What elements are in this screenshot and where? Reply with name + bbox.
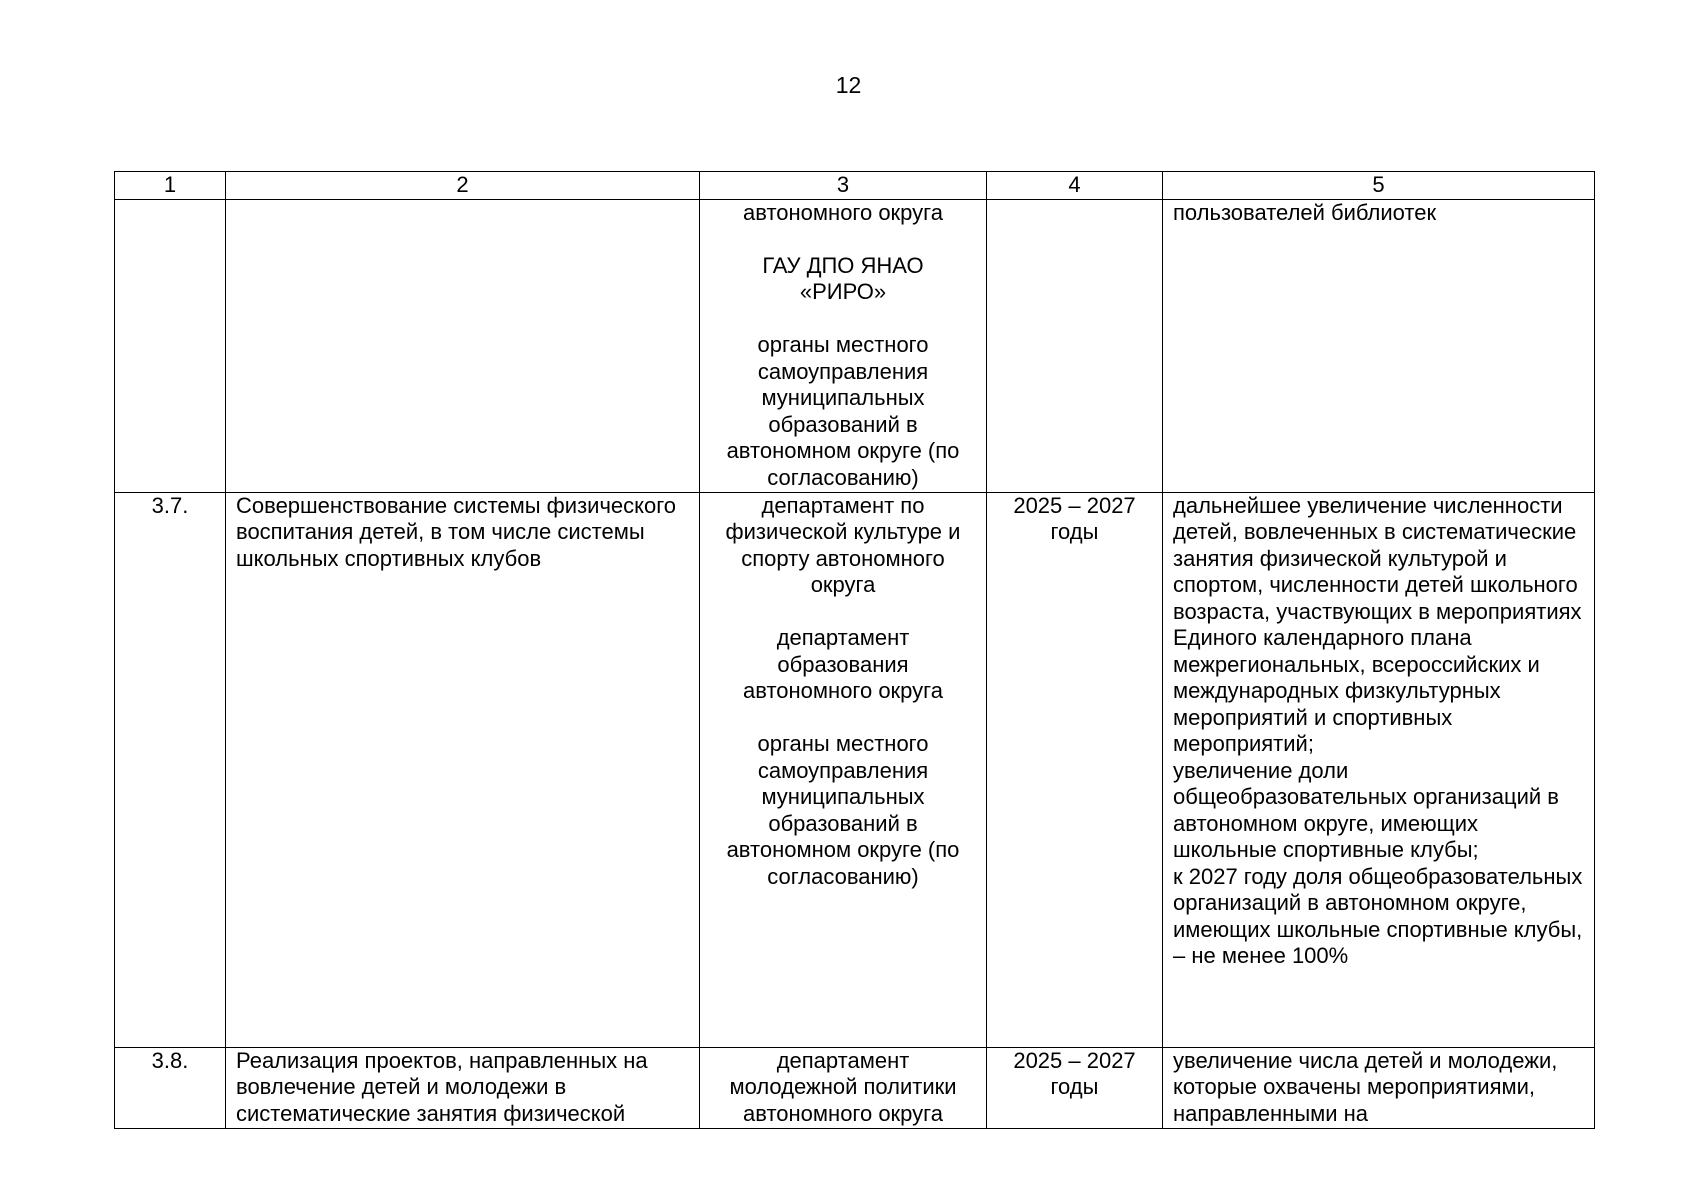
result-cell <box>1163 492 1595 1047</box>
header-col-4: 4 <box>987 172 1163 200</box>
row-number-cell: 3.7. <box>115 492 226 1047</box>
executor-entry: департамент по физической культуре и спорту автономного округа <box>725 492 961 597</box>
executor-entry: ГАУ ДПО ЯНАО «РИРО» <box>762 252 924 304</box>
row-number-cell <box>115 199 226 492</box>
executor-entry: департамент молодежной политики автономного округа <box>729 1047 957 1126</box>
executors-cell <box>700 1047 987 1128</box>
table-header-row <box>115 172 1595 200</box>
result-cell <box>1163 1047 1595 1128</box>
result-entry: пользователей библиотек <box>1173 199 1437 225</box>
result-entry: увеличение числа детей и молодежи, которые охвачены мероприятиями, направленными на <box>1173 1047 1558 1126</box>
executor-entry: автономного округа <box>743 199 943 225</box>
executor-entry: органы местного самоуправления муниципальных образований в автономном округе (по согласованию) <box>726 731 960 889</box>
period-cell <box>987 199 1163 492</box>
table-row <box>115 199 1595 492</box>
period-text: 2025 – 2027 годы <box>1013 1047 1136 1099</box>
activity-text: Реализация проектов, направленных на вовлечение детей и молодежи в систематические занятия физической <box>236 1047 648 1126</box>
executor-entry: органы местного самоуправления муниципальных образований в автономном округе (по согласованию) <box>726 332 960 490</box>
page-number: 12 <box>835 72 862 98</box>
measures-table <box>114 171 1595 1129</box>
activity-cell <box>226 1047 700 1128</box>
executor-entry: департамент образования автономного округа <box>743 625 943 703</box>
table-row <box>115 492 1595 1047</box>
result-entry: увеличение доли общеобразовательных организаций в автономном округе, имеющих школьные спортивные клубы; <box>1173 757 1559 862</box>
header-col-1: 1 <box>115 172 226 200</box>
row-number-cell <box>115 1047 226 1128</box>
executors-cell <box>700 492 987 1047</box>
period-cell <box>987 1047 1163 1128</box>
row-number-text: 3.8. <box>151 1047 189 1073</box>
header-col-2: 2 <box>226 172 700 200</box>
result-entry: дальнейшее увеличение численности детей, вовлеченных в систематические занятия физической культурой и спортом, численности детей школьного возраста, участвующих в мероприятиях Единого календарного плана межрегиональных, всероссийских и международных физкультурных мероприятий и спортивных мероприятий; <box>1173 492 1582 756</box>
result-entry: к 2027 году доля общеобразовательных организаций в автономном округе, имеющих школьные спортивные клубы, – не менее 100% <box>1173 863 1583 968</box>
header-col-3: 3 <box>700 172 987 200</box>
activity-cell: Совершенствование системы физического воспитания детей, в том числе системы школьных спортивных клубов <box>226 492 700 1047</box>
activity-cell <box>226 199 700 492</box>
header-col-5: 5 <box>1163 172 1595 200</box>
period-cell: 2025 – 2027 годы <box>987 492 1163 1047</box>
result-cell <box>1163 199 1595 492</box>
table-row <box>115 1047 1595 1128</box>
executors-cell <box>700 199 987 492</box>
